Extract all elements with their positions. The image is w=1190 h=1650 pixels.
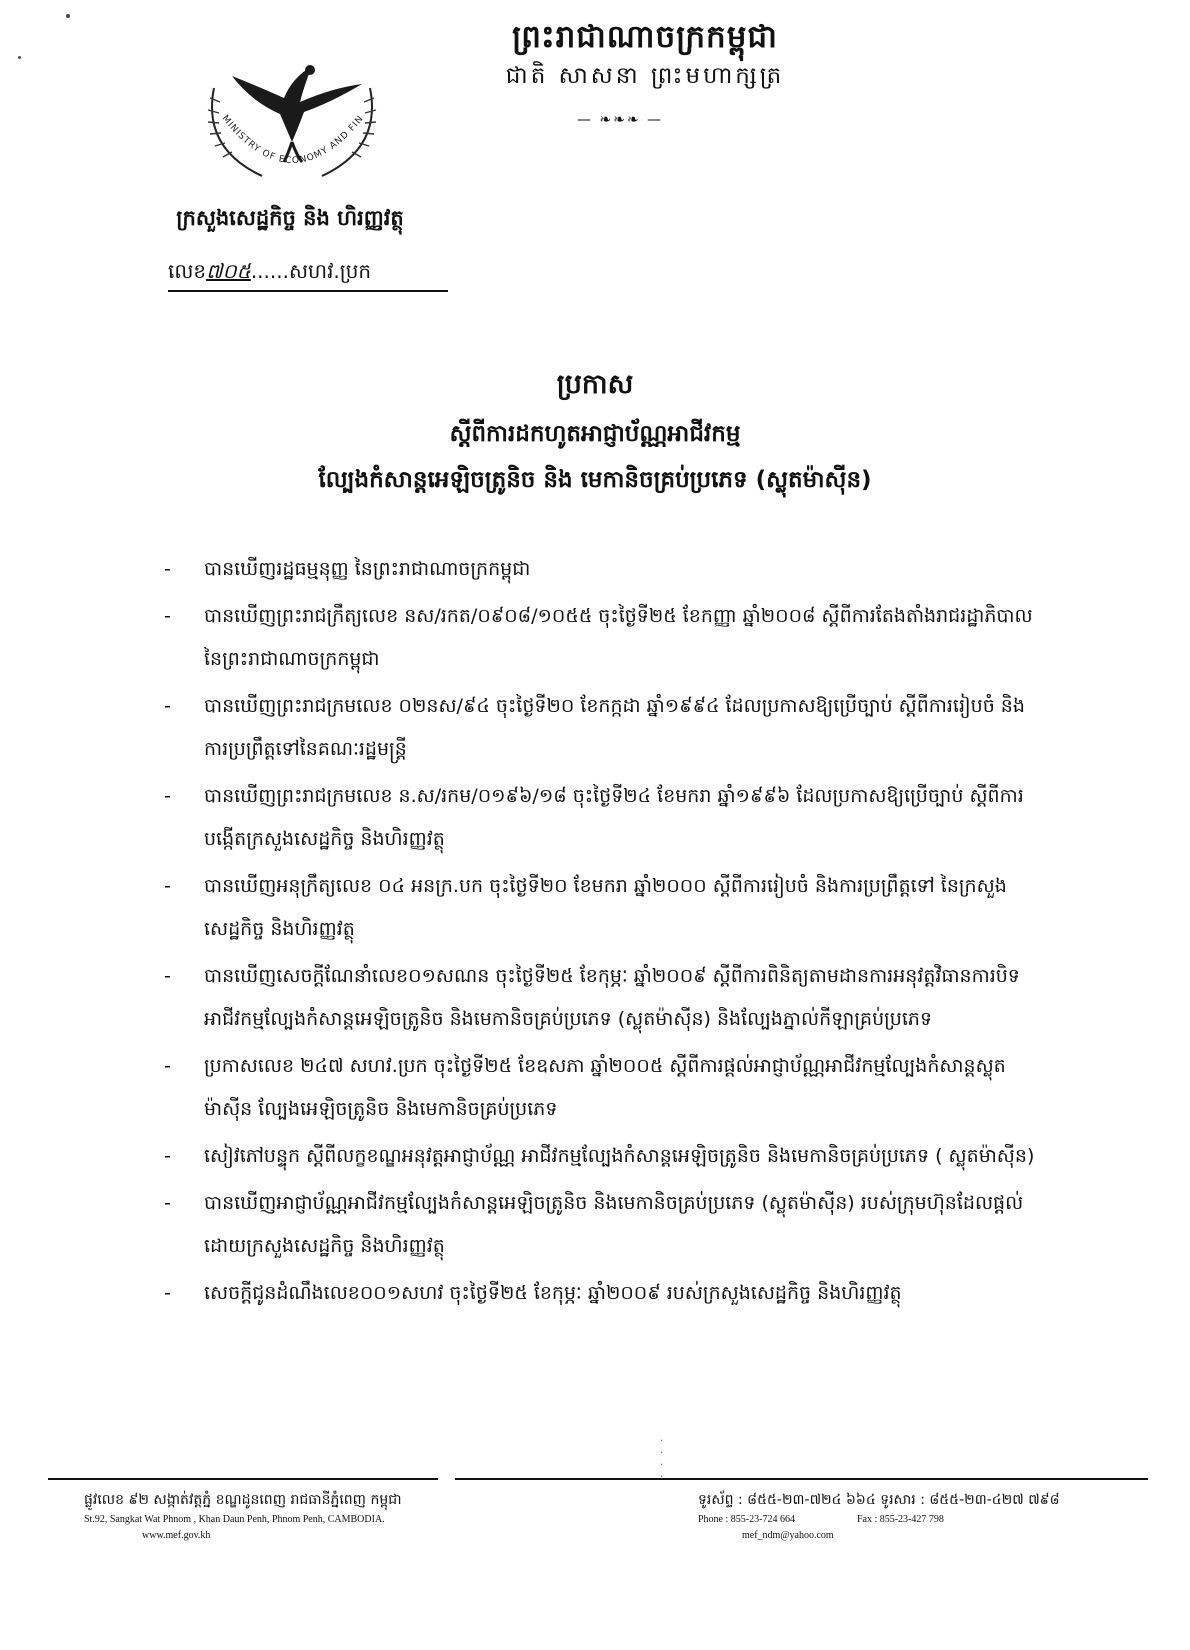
list-item-text: បានឃើញព្រះរាជក្រមលេខ ន.ស/រកម/០១៩៦/១៨ ចុះថ្ងៃទី២៤ ខែមករា ឆ្នាំ១៩៩៦ ដែលប្រកាសឱ្យប្រើច្បាប់ ស្តីពីការបង្កើតក្រសួងសេដ្ឋកិច្ច និងហិរញ្ញវត្ថុ [204,785,1024,850]
list-item-text: ប្រកាសលេខ ២៤៧ សហវ.ប្រក ចុះថ្ងៃទី២៥ ខែឧសភា ឆ្នាំ២០០៥ ស្តីពីការផ្តល់អាជ្ញាប័ណ្ណអាជីវកម្មល្បែងកំសាន្តស្លុតម៉ាស៊ីន ល្បែងអេឡិចត្រូនិច និងមេកានិចគ្រប់ប្រភេទ [204,1055,1006,1120]
list-dash: - [164,1145,171,1167]
footer-website: www.mef.gov.kh [142,1530,211,1541]
list-dash: - [164,965,171,987]
list-item-text: បានឃើញអនុក្រឹត្យលេខ ០៤ អនក្រ.បក ចុះថ្ងៃទី២០ ខែមករា ឆ្នាំ២០០០ ស្តីពីការរៀបចំ និងការប្រព្រឹត្តទៅ នៃក្រសួងសេដ្ឋកិច្ច និងហិរញ្ញវត្ថុ [204,875,1007,940]
national-motto: ជាតិ សាសនា ព្រះមហាក្សត្រ [505,63,785,89]
subject-line-2: ល្បែងកំសាន្តអេឡិចត្រូនិច និង មេកានិចគ្រប់ប្រភេទ (ស្លុតម៉ាស៊ីន) [318,467,872,493]
ministry-seal-logo [192,58,392,188]
list-dash: - [164,695,171,717]
list-dash: - [164,875,171,897]
subject-line-1: ស្តីពីការដកហូតអាជ្ញាប័ណ្ណអាជីវកម្ម [449,421,741,447]
list-item [158,548,1038,591]
footer-phone: Phone : 855-23-724 664 [698,1514,795,1525]
list-item [158,1135,1038,1178]
list-item [158,1045,1038,1131]
list-item [158,865,1038,951]
scan-speck [18,56,21,59]
list-dash: - [164,605,171,627]
list-dash: - [164,558,171,580]
list-item-text: បានឃើញព្រះរាជក្រឹត្យលេខ នស/រកត/០៩០៨/១០៥៥ ចុះថ្ងៃទី២៥ ខែកញ្ញា ឆ្នាំ២០០៨ ស្តីពីការតែងតាំងរាជរដ្ឋាភិបាល នៃព្រះរាជាណាចក្រកម្ពុជា [204,605,1033,670]
list-item [158,595,1038,681]
footer-rule-right [455,1478,1148,1480]
list-item [158,775,1038,861]
ref-dots: ...... [250,259,289,283]
scan-speck [66,14,70,18]
list-item [158,1272,1038,1315]
list-item-text: បានឃើញអាជ្ញាប័ណ្ណអាជីវកម្មល្បែងកំសាន្តអេឡិចត្រូនិច និងមេកានិចគ្រប់ប្រភេទ (ស្លុតម៉ាស៊ីន) របស់ក្រុមហ៊ុនដែលផ្តល់ដោយក្រសួងសេដ្ឋកិច្ច និងហិរញ្ញវត្ថុ [204,1192,1024,1257]
footer-email: mef_ndm@yahoo.com [742,1530,834,1541]
footer-phone-english [698,1514,1158,1525]
scan-dots: · · · · [660,1436,664,1483]
list-item-text: បានឃើញរដ្ឋធម្មនុញ្ញ នៃព្រះរាជាណាចក្រកម្ពុជា [204,558,531,580]
ref-number: ៧០៥ [206,259,251,283]
list-item [158,1182,1038,1268]
footer-fax: Fax : 855-23-427 798 [856,1514,944,1525]
list-item [158,955,1038,1041]
list-dash: - [164,1055,171,1077]
footer-phone-khmer: ទូរស័ព្ទ : ៨៥៥-២៣-៧២៤ ៦៦៤ ទូរសារ : ៨៥៥-២៣-៤២៧ ៧៩៨ [698,1492,1060,1508]
list-item-text: បានឃើញសេចក្តីណែនាំលេខ០១សណន ចុះថ្ងៃទី២៥ ខែកុម្ភៈ ឆ្នាំ២០០៩ ស្តីពីការពិនិត្យតាមដានការអនុវត្តវិធានការបិទអាជីវកម្មល្បែងកំសាន្តអេឡិចត្រូនិច និងមេកានិចគ្រប់ប្រភេទ (ស្លុតម៉ាស៊ីន) និងល្បែងភ្នាល់កីឡាគ្រប់ប្រភេទ [204,965,1020,1030]
ref-prefix: លេខ [168,259,207,283]
document-title: ប្រកាស [556,369,634,400]
motto-ornament: — ❧❧❧ — [576,112,664,128]
considerations-list [158,548,1038,1319]
list-dash: - [164,785,171,807]
list-item-text: សៀវភៅបន្ទុក ស្តីពីលក្ខខណ្ឌអនុវត្តអាជ្ញាប័ណ្ណ អាជីវកម្មល្បែងកំសាន្តអេឡិចត្រូនិច និងមេកានិចគ្រប់ប្រភេទ ( ស្លុតម៉ាស៊ីន) [204,1145,1035,1167]
reference-underline [168,290,448,292]
kingdom-heading: ព្រះរាជាណាចក្រកម្ពុជា [512,19,778,55]
reference-number [168,258,458,288]
footer-address-english: St.92, Sangkat Wat Phnom , Khan Daun Penh, Phnom Penh, CAMBODIA. [84,1514,385,1525]
list-item-text: បានឃើញព្រះរាជក្រមលេខ ០២នស/៩៤ ចុះថ្ងៃទី២០ ខែកក្កដា ឆ្នាំ១៩៩៤ ដែលប្រកាសឱ្យប្រើច្បាប់ ស្តីពីការរៀបចំ និងការប្រព្រឹត្តទៅនៃគណៈរដ្ឋមន្ត្រី [204,695,1025,760]
footer-rule-left [48,1478,438,1480]
svg-text:MINISTRY OF ECONOMY AND FINANC: MINISTRY OF ECONOMY AND FIN [219,113,367,167]
ministry-name: ក្រសួងសេដ្ឋកិច្ច និង ហិរញ្ញវត្ថុ [176,206,404,230]
ref-suffix: សហវ.ប្រក [288,259,372,283]
list-item [158,685,1038,771]
list-dash: - [164,1282,171,1304]
list-dash: - [164,1192,171,1214]
list-item-text: សេចក្តីជូនដំណឹងលេខ០០១សហវ ចុះថ្ងៃទី២៥ ខែកុម្ភៈ ឆ្នាំ២០០៩ របស់ក្រសួងសេដ្ឋកិច្ច និងហិរញ្ញវត្ថុ [204,1282,902,1304]
footer-address-khmer: ផ្លូវលេខ ៩២ សង្កាត់វត្តភ្នំ ខណ្ឌដូនពេញ រាជធានីភ្នំពេញ កម្ពុជា [84,1492,402,1508]
